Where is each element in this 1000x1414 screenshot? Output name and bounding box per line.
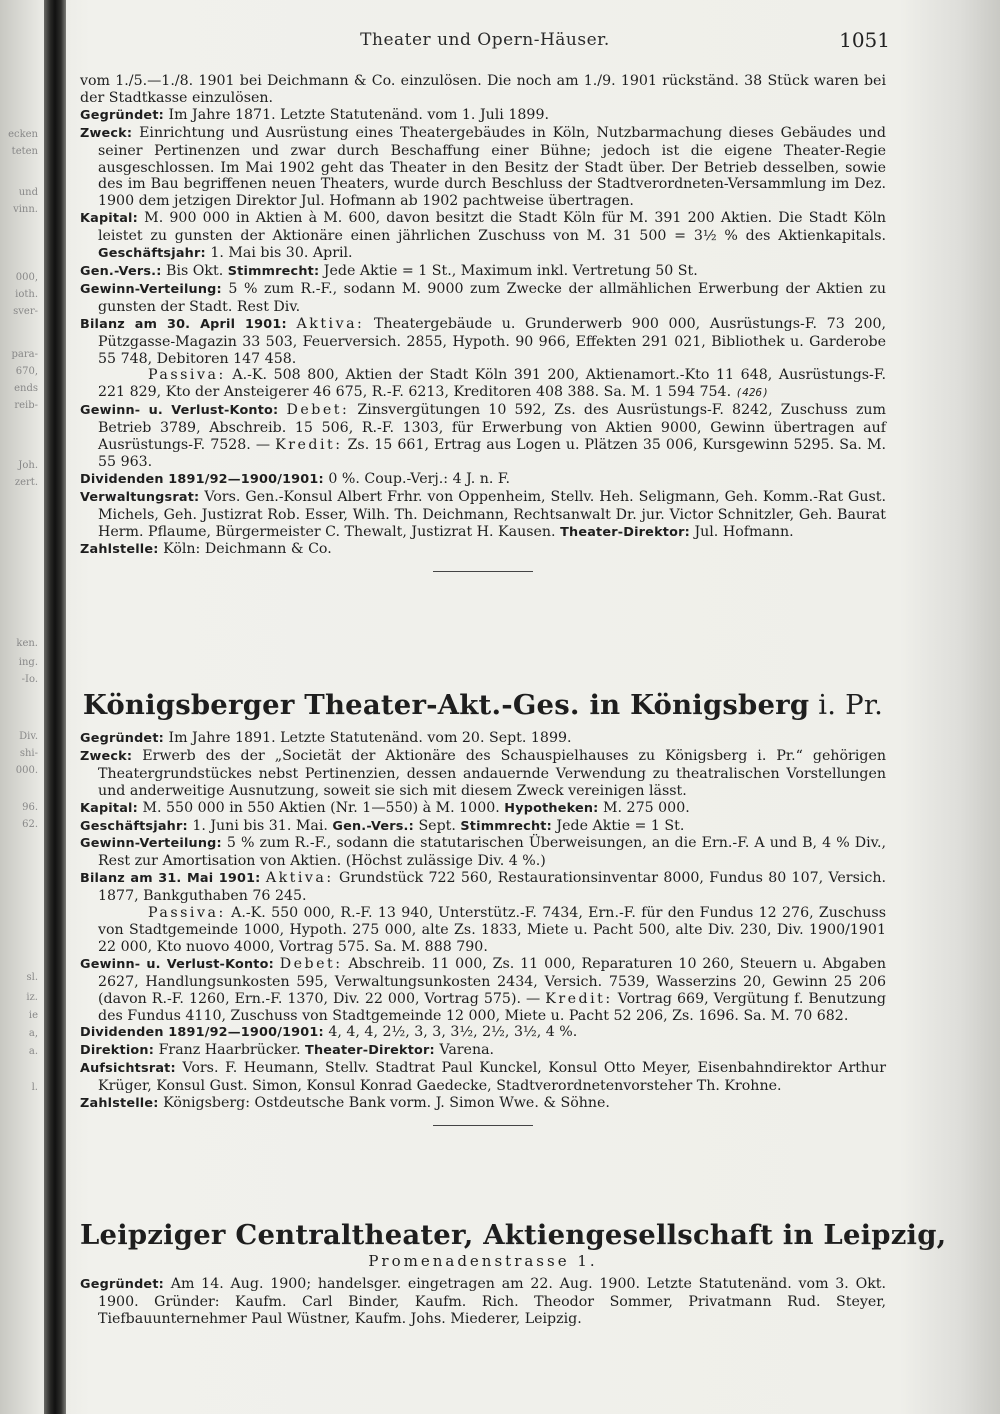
bleed-fragment: ken. xyxy=(16,638,38,649)
margin-bleed-text xyxy=(0,0,44,1414)
bleed-fragment: Div. xyxy=(19,731,38,742)
paragraph-profit-distribution: Gewinn-Verteilung: 5 % zum R.-F., sodann die statutarischen Überweisungen, an die Ern.-F. A und B, 4 % Div., Rest zur Amortisation von Aktien. (Höchst zulässige Div. 4 %.) xyxy=(80,835,886,870)
section-divider xyxy=(433,571,533,572)
page-number: 1051 xyxy=(839,28,890,52)
paragraph-profit-loss: Gewinn- u. Verlust-Konto: Debet: Zinsvergütungen 10 592, Zs. des Ausrüstungs-F. 8242, Zuschuss zum Betrieb 3789, Abschreib. 15 506, R.-F. 1303, für Erwerbung von Aktien 9000, Gewinn übertragen auf Ausrüstungs-F. 7528. — Kredit: Zs. 15 661, Ertrag aus Logen u. Plätzen 35 006, Kursgewinn 5295. Sa. M. 55 963. xyxy=(80,402,887,470)
cologne-entry xyxy=(80,73,886,572)
leipzig-entry xyxy=(80,1204,947,1328)
bleed-fragment: 62. xyxy=(22,819,38,830)
bleed-fragment: iz. xyxy=(26,992,38,1003)
entry-address: Promenadenstrasse 1. xyxy=(368,1252,598,1270)
running-title: Theater und Opern-Häuser. xyxy=(360,30,610,50)
paragraph-profit-loss: Gewinn- u. Verlust-Konto: Debet: Abschreib. 11 000, Zs. 11 000, Reparaturen 10 260, Steuern u. Abgaben 2627, Handlungsunkosten 595, Verwaltungsunkosten 2434, Versich. 7539, Wasserzins 20, Gewinn 25 206 (davon R.-F. 1260, Ern.-F. 1370, Div. 22 000, Vortrag 575). — Kredit: Vortrag 669, Vergütung f. Benutzung des Fundus 4110, Zuschuss von Stadtgemeinde 12 000, Miete u. Pacht 52 206, Zs. 1696. Sa. M. 70 682. xyxy=(80,955,887,1024)
paragraph-balance-liabilities: Passiva: A.-K. 550 000, R.-F. 13 940, Unterstütz.-F. 7434, Ern.-F. für den Fundus 12 276, Zuschuss von Stadtgemeinde 1000, Hypoth. 275 000, alte Zs. 1833, Miete u. Pacht 500, alte Div. 230, Div. 1900/1901 22 000, Kto nuovo 4000, Vortrag 575. Sa. M. 888 790. xyxy=(98,905,886,955)
section-divider xyxy=(433,1125,533,1126)
paragraph-management: Direktion: Franz Haarbrücker. Theater-Direktor: Varena. xyxy=(80,1042,495,1059)
handwritten-annotation: (426) xyxy=(735,386,769,400)
bleed-fragment: 000. xyxy=(15,765,38,776)
bleed-fragment: para- xyxy=(11,349,38,360)
bleed-fragment: sl. xyxy=(26,972,38,983)
bleed-fragment: ecken xyxy=(8,129,38,140)
paragraph-capital: Kapital: M. 550 000 in 550 Aktien (Nr. 1—550) à M. 1000. Hypotheken: M. 275 000. xyxy=(80,799,690,816)
paragraph-profit-distribution: Gewinn-Verteilung: 5 % zum R.-F., sodann M. 9000 zum Zwecke der allmählichen Erwerbung der Aktien zu gunsten der Stadt. Rest Div. xyxy=(80,280,887,315)
paragraph-general-meeting: Gen.-Vers.: Bis Okt. Stimmrecht: Jede Aktie = 1 St., Maximum inkl. Vertretung 50 St. xyxy=(80,262,698,279)
bleed-fragment: zert. xyxy=(14,477,38,488)
bleed-fragment: ing. xyxy=(18,657,38,668)
paragraph-founded: Gegründet: Am 14. Aug. 1900; handelsger. eingetragen am 22. Aug. 1900. Letzte Statutenänd. vom 3. Okt. 1900. Gründer: Kaufm. Carl Binder, Kaufm. Rich. Theodor Sommer, Privatmann Rud. Steyer, Tiefbauunternehmer Paul Wüstner, Kaufm. Johs. Miederer, Leipzig. xyxy=(80,1276,887,1327)
paragraph-purpose: Zweck: Erwerb des der „Societät der Aktionäre des Schauspielhauses zu Königsberg i. Pr.“ gehörigen Theatergrundstückes nebst Pertinenzien, dessen andauernde Verwendung zu theatralischen Vorstellungen und anderweitige Ausnutzung, soweit sie sich mit diesem Zweck vereinigen lässt. xyxy=(80,747,886,799)
bleed-fragment: 670, xyxy=(15,366,38,377)
paragraph-balance-assets: Bilanz am 30. April 1901: Aktiva: Theatergebäude u. Grunderwerb 900 000, Ausrüstungs-F. 73 200, Pützgasse-Magazin 33 503, Feuerversich. 2855, Hypoth. 90 966, Effekten 291 021, Bibliothek u. Garderobe 55 748, Debitoren 147 458. xyxy=(80,315,887,367)
paragraph-capital: Kapital: M. 900 000 in Aktien à M. 600, davon besitzt die Stadt Köln für M. 391 200 Aktien. Die Stadt Köln leistet zu gunsten der Aktionäre einen jährlichen Zuschuss von M. 31 500 = 3½ % des Aktienkapitals. Geschäftsjahr: 1. Mai bis 30. April. xyxy=(80,210,887,262)
bleed-fragment: 000, xyxy=(15,272,38,283)
bleed-fragment: reib- xyxy=(14,400,38,411)
bleed-fragment: vinn. xyxy=(13,204,38,215)
bleed-fragment: -Io. xyxy=(21,674,38,685)
bleed-fragment: l. xyxy=(31,1082,38,1093)
bleed-fragment: Joh. xyxy=(18,460,38,471)
paragraph-supervisory-board: Aufsichtsrat: Vors. F. Heumann, Stellv. Stadtrat Paul Kunckel, Konsul Otto Meyer, Eisenbahndirektor Arthur Krüger, Konsul Gust. Simon, Konsul Konrad Gaedecke, Stadtverordnetenvorsteher Th. Krohne. xyxy=(80,1060,886,1095)
paragraph-balance-liabilities: Passiva: A.-K. 508 800, Aktien der Stadt Köln 391 200, Aktienamort.-Kto 11 648, Ausrüstungs-F. 221 829, Kto der Ansteigerer 46 675, R.-F. 6213, Kreditoren 408 388. Sa. M. 1 594 754. (426) xyxy=(98,367,886,401)
paragraph-founded: Gegründet: Im Jahre 1891. Letzte Statutenänd. vom 20. Sept. 1899. xyxy=(80,730,572,746)
entry-title: Königsberger Theater-Akt.-Ges. in Königsberg i. Pr. xyxy=(82,689,884,721)
paragraph-paying-agent: Zahlstelle: Köln: Deichmann & Co. xyxy=(80,541,332,558)
bleed-fragment: ioth. xyxy=(15,289,38,300)
paragraph-founded: Gegründet: Im Jahre 1871. Letzte Statutenänd. vom 1. Juli 1899. xyxy=(80,106,549,123)
entry-title: Leipziger Centraltheater, Aktiengesellschaft in Leipzig, xyxy=(80,1219,947,1251)
bleed-fragment: sver- xyxy=(13,306,38,317)
bleed-fragment: teten xyxy=(11,146,38,157)
bleed-fragment: und xyxy=(18,187,38,198)
paragraph-purpose: Zweck: Einrichtung und Ausrüstung eines Theatergebäudes in Köln, Nutzbarmachung dieses Gebäudes und seiner Pertinenzen und zwar durch Beschaffung einer Bühne; jedoch ist die eigene Theater-Regie ausgeschlossen. Im Mai 1902 geht das Theater in den Besitz der Stadt über. Der Betrieb desselben, sowie des im Bau begriffenen neuen Theaters, wurde durch Beschluss der Stadtverordneten-Versammlung im Dez. 1900 dem jetzigen Direktor Jul. Hofmann ab 1902 pachtweise übertragen. xyxy=(80,124,886,210)
bleed-fragment: shi- xyxy=(19,748,38,759)
bleed-fragment: a. xyxy=(28,1046,38,1057)
bleed-fragment: 96. xyxy=(22,802,38,813)
paragraph-redemption: vom 1./5.—1./8. 1901 bei Deichmann & Co. einzulösen. Die noch am 1./9. 1901 rückständ. 38 Stück waren bei der Stadtkasse einzulösen. xyxy=(80,73,886,106)
page-header xyxy=(80,30,890,58)
bleed-fragment: a, xyxy=(28,1028,38,1039)
bleed-fragment: ie xyxy=(28,1010,38,1021)
paragraph-dividends: Dividenden 1891/92—1900/1901: 4, 4, 4, 2½, 3, 3, 3½, 2½, 3½, 4 %. xyxy=(80,1024,578,1041)
konigsberg-entry xyxy=(80,674,886,1126)
paragraph-paying-agent: Zahlstelle: Königsberg: Ostdeutsche Bank vorm. J. Simon Wwe. & Söhne. xyxy=(80,1095,610,1112)
paragraph-fiscal-year: Geschäftsjahr: 1. Juni bis 31. Mai. Gen.-Vers.: Sept. Stimmrecht: Jede Aktie = 1 St. xyxy=(80,817,685,834)
bleed-fragment: ends xyxy=(14,383,38,394)
paragraph-dividends: Dividenden 1891/92—1900/1901: 0 %. Coup.-Verj.: 4 J. n. F. xyxy=(80,470,511,487)
paragraph-board: Verwaltungsrat: Vors. Gen.-Konsul Albert Frhr. von Oppenheim, Stellv. Heh. Seligmann, Geh. Komm.-Rat Gust. Michels, Geh. Justizrat Rob. Esser, Wilh. Th. Deichmann, Rechtsanwalt Dr. jur. Victor Schnitzler, Geh. Baurat Herm. Pflaume, Bürgermeister C. Thewalt, Justizrat H. Kausen. Theater-Direktor: Jul. Hofmann. xyxy=(80,488,887,540)
book-binding-shadow xyxy=(44,0,66,1414)
paragraph-balance-assets: Bilanz am 31. Mai 1901: Aktiva: Grundstück 722 560, Restaurationsinventar 8000, Fundus 80 107, Versich. 1877, Bankguthaben 76 245. xyxy=(80,870,886,905)
